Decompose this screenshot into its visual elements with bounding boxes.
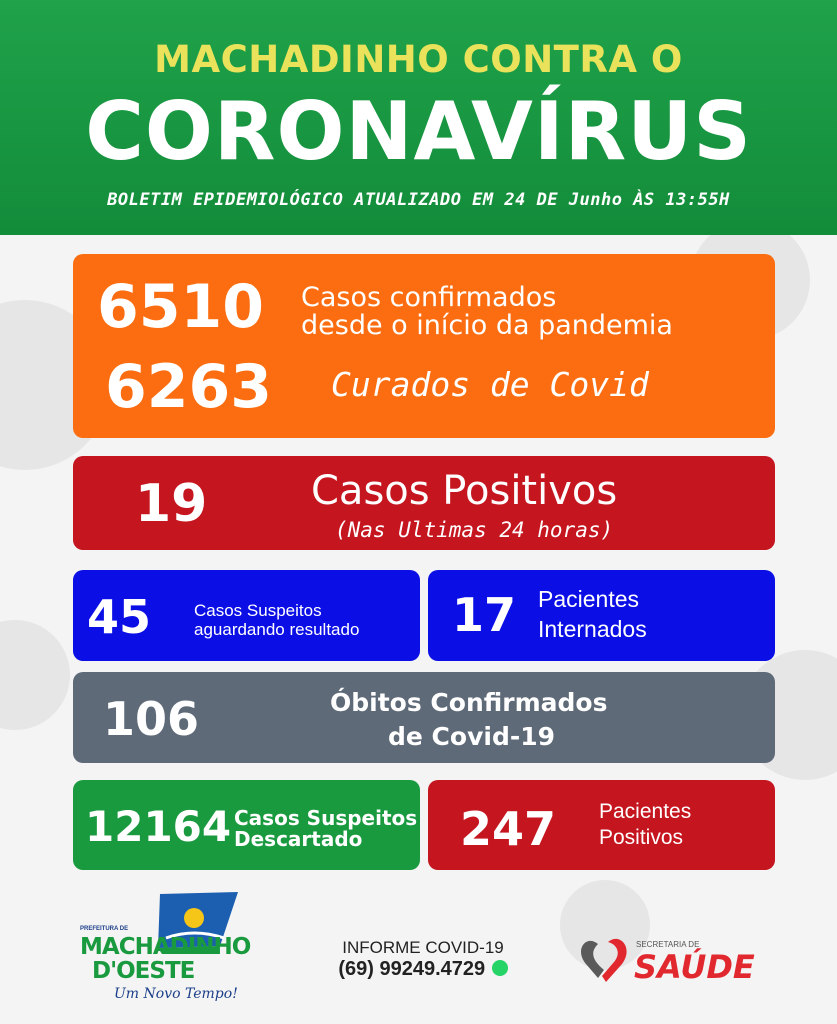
positive-cases-number: 19 (135, 474, 208, 534)
header-title-top: MACHADINHO CONTRA O (154, 38, 683, 81)
confirmed-cases-label-line1: Casos confirmados (301, 282, 557, 313)
logo-name-line2: D'OESTE (92, 958, 195, 984)
background-virus-decoration (0, 620, 70, 730)
cured-number: 6263 (105, 352, 272, 422)
suspected-cases-label-line1: Casos Suspeitos (194, 601, 322, 620)
hospitalized-label-line1: Pacientes (538, 586, 640, 612)
saude-name: SAÚDE (634, 948, 755, 986)
positive-patients-number: 247 (460, 802, 557, 856)
informe-label: INFORME COVID-19 (342, 938, 504, 957)
logo-prefix: PREFEITURA DE (80, 926, 129, 932)
discarded-cases-label-line1: Casos Suspeitos (234, 806, 418, 830)
positive-cases-label: Casos Positivos (311, 468, 618, 514)
health-secretariat-logo (578, 930, 778, 990)
logo-slogan: Um Novo Tempo! (114, 986, 238, 1002)
bulletin-update-line: BOLETIM EPIDEMIOLÓGICO ATUALIZADO EM 24 DE Junho ÀS 13:55H (107, 190, 730, 210)
discarded-cases-label-line2: Descartado (234, 827, 363, 851)
confirmed-cases-number: 6510 (97, 272, 264, 342)
suspected-cases-card (73, 570, 420, 661)
positive-cases-card (73, 456, 775, 550)
whatsapp-icon (492, 960, 508, 976)
hospitalized-label-line2: Internados (538, 616, 647, 642)
heart-icon (578, 936, 634, 986)
positive-cases-sublabel: (Nas Ultimas 24 horas) (335, 518, 614, 542)
positive-patients-card (428, 780, 775, 870)
municipality-logo (78, 888, 258, 1008)
phone-number[interactable]: (69) 99249.4729 (338, 958, 486, 980)
suspected-cases-label-line2: aguardando resultado (194, 620, 360, 639)
header-title-main: CORONAVÍRUS (85, 85, 752, 178)
header-banner (0, 0, 837, 235)
deaths-label-line1: Óbitos Confirmados (330, 688, 608, 717)
hospitalized-card (428, 570, 775, 661)
positive-patients-label-line1: Pacientes (599, 800, 692, 823)
deaths-card (73, 672, 775, 763)
cured-label: Curados de Covid (331, 365, 649, 404)
positive-patients-label-line2: Positivos (599, 826, 684, 849)
discarded-cases-card (73, 780, 420, 870)
deaths-number: 106 (103, 692, 200, 746)
discarded-cases-number: 12164 (85, 802, 232, 851)
suspected-cases-number: 45 (87, 590, 152, 644)
covid-info-contact (318, 938, 528, 981)
phone-row (318, 958, 528, 981)
logo-name-line1: MACHADINHO (80, 934, 251, 960)
deaths-label-line2: de Covid-19 (388, 722, 556, 751)
saude-prefix: SECRETARIA DE (636, 940, 700, 949)
hospitalized-number: 17 (452, 588, 517, 642)
confirmed-cured-card (73, 254, 775, 438)
confirmed-cases-label-line2: desde o início da pandemia (301, 310, 673, 341)
